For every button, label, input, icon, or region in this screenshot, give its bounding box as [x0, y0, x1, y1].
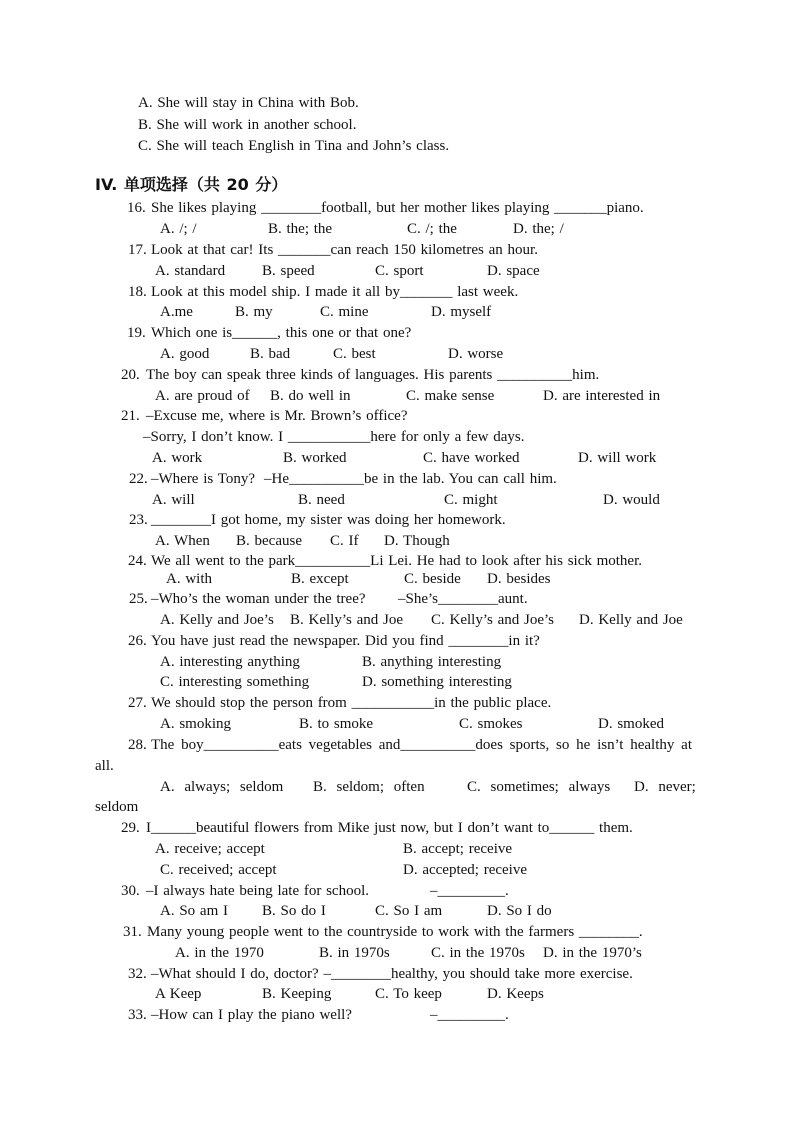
- question-reply: –_________.: [430, 1007, 509, 1023]
- option-b: B. worked: [283, 450, 347, 466]
- option-a: A. always; seldom: [160, 779, 284, 795]
- option-b: B. do well in: [270, 388, 351, 404]
- option-d: D. smoked: [598, 716, 664, 732]
- question-number: 32.: [128, 966, 147, 982]
- option-a: A. will: [152, 492, 195, 508]
- option-d: D. So I do: [487, 903, 552, 919]
- option-b: B. speed: [262, 263, 315, 279]
- question-stem: The boy can speak three kinds of languages. His parents __________him.: [146, 367, 600, 383]
- question-stem: She likes playing ________football, but her mother likes playing _______piano.: [151, 200, 644, 216]
- option-b: B. Keeping: [262, 986, 332, 1002]
- option-b: B. bad: [250, 346, 291, 362]
- option-c: C. beside: [404, 571, 461, 587]
- option-c: C. have worked: [423, 450, 520, 466]
- option-b: B. She will work in another school.: [138, 117, 357, 133]
- option-b: B. seldom; often: [313, 779, 425, 795]
- option-c: C. To keep: [375, 986, 442, 1002]
- question-number: 20.: [121, 367, 140, 383]
- question-number: 28.: [128, 737, 147, 753]
- option-a: A. in the 1970: [175, 945, 264, 961]
- question-number: 21.: [121, 408, 140, 424]
- question-stem: Look at that car! Its _______can reach 150 kilometres an hour.: [151, 242, 538, 258]
- question-stem: ________I got home, my sister was doing her homework.: [151, 512, 506, 528]
- option-b: B. Kelly’s and Joe: [290, 612, 403, 628]
- question-number: 27.: [128, 695, 147, 711]
- question-number: 25.: [129, 591, 148, 607]
- option-b: B. accept; receive: [403, 841, 513, 857]
- option-a: A.me: [160, 304, 193, 320]
- option-d: D. worse: [448, 346, 504, 362]
- option-d: D. something interesting: [362, 674, 512, 690]
- option-a: A. Kelly and Joe’s: [160, 612, 274, 628]
- option-d-continuation: seldom: [95, 799, 139, 815]
- option-a: A. work: [152, 450, 203, 466]
- question-stem: –I always hate being late for school.: [146, 883, 370, 899]
- option-c: C. If: [330, 533, 359, 549]
- option-a: A. smoking: [160, 716, 232, 732]
- option-a: A. are proud of: [155, 388, 250, 404]
- option-d: D. in the 1970’s: [543, 945, 642, 961]
- option-b: B. except: [291, 571, 349, 587]
- option-d: D. Kelly and Joe: [579, 612, 683, 628]
- question-number: 22.: [129, 471, 148, 487]
- option-c: C. mine: [320, 304, 369, 320]
- option-d: D. the; /: [513, 221, 564, 237]
- question-stem: I______beautiful flowers from Mike just now, but I don’t want to______ them.: [146, 820, 633, 836]
- question-reply: –_________.: [430, 883, 509, 899]
- question-number: 31.: [123, 924, 142, 940]
- question-stem: –Where is Tony?: [151, 471, 255, 487]
- option-c: C. She will teach English in Tina and John’s class.: [138, 138, 450, 154]
- option-b: B. need: [298, 492, 345, 508]
- question-number: 26.: [128, 633, 147, 649]
- option-c: C. might: [444, 492, 498, 508]
- option-c: C. received; accept: [160, 862, 277, 878]
- option-d: D. myself: [431, 304, 492, 320]
- option-b: B. my: [235, 304, 273, 320]
- question-reply: –He__________be in the lab. You can call him.: [264, 471, 557, 487]
- option-a: A. When: [155, 533, 210, 549]
- question-stem: The boy__________eats vegetables and__________does sports, so he isn’t healthy at: [151, 737, 692, 753]
- option-b: B. So do I: [262, 903, 326, 919]
- option-c: C. sometimes; always: [467, 779, 611, 795]
- question-stem: You have just read the newspaper. Did you find ________in it?: [151, 633, 540, 649]
- option-a: A. So am I: [160, 903, 228, 919]
- option-d: D. never;: [634, 779, 696, 795]
- question-stem: Many young people went to the countryside to work with the farmers ________.: [147, 924, 643, 940]
- option-d: D. are interested in: [543, 388, 661, 404]
- option-d: D. would: [603, 492, 660, 508]
- option-c: C. Kelly’s and Joe’s: [431, 612, 554, 628]
- question-stem-line2: –Sorry, I don’t know. I ___________here for only a few days.: [143, 429, 525, 445]
- option-c: C. in the 1970s: [431, 945, 525, 961]
- option-a: A. /; /: [160, 221, 197, 237]
- question-number: 33.: [128, 1007, 147, 1023]
- question-stem: We all went to the park__________Li Lei. He had to look after his sick mother.: [151, 553, 643, 569]
- question-number: 18.: [128, 284, 147, 300]
- question-reply: –She’s________aunt.: [398, 591, 528, 607]
- option-a: A. interesting anything: [160, 654, 300, 670]
- question-number: 23.: [129, 512, 148, 528]
- question-number: 30.: [121, 883, 140, 899]
- option-c: C. interesting something: [160, 674, 310, 690]
- question-stem: Which one is______, this one or that one?: [151, 325, 412, 341]
- option-a: A. good: [160, 346, 210, 362]
- option-a: A. She will stay in China with Bob.: [138, 95, 359, 111]
- option-c: C. best: [333, 346, 376, 362]
- option-a: A Keep: [155, 986, 202, 1002]
- question-stem: –Excuse me, where is Mr. Brown’s office?: [146, 408, 408, 424]
- option-a: A. receive; accept: [155, 841, 265, 857]
- question-stem: –Who’s the woman under the tree?: [151, 591, 366, 607]
- question-number: 17.: [128, 242, 147, 258]
- question-number: 24.: [128, 553, 147, 569]
- question-stem: Look at this model ship. I made it all by_______ last week.: [151, 284, 519, 300]
- question-stem-continuation: all.: [95, 758, 114, 774]
- option-d: D. besides: [487, 571, 551, 587]
- option-b: B. the; the: [268, 221, 333, 237]
- option-c: C. /; the: [407, 221, 457, 237]
- option-b: B. in 1970s: [319, 945, 390, 961]
- question-stem: –How can I play the piano well?: [151, 1007, 352, 1023]
- option-c: C. make sense: [406, 388, 495, 404]
- question-stem: We should stop the person from ___________in the public place.: [151, 695, 552, 711]
- option-c: C. sport: [375, 263, 424, 279]
- section-title: IV. 单项选择（共 20 分）: [95, 175, 288, 194]
- option-d: D. will work: [578, 450, 657, 466]
- option-a: A. standard: [155, 263, 226, 279]
- option-d: D. space: [487, 263, 540, 279]
- option-b: B. anything interesting: [362, 654, 502, 670]
- option-d: D. Though: [384, 533, 450, 549]
- option-d: D. accepted; receive: [403, 862, 527, 878]
- option-d: D. Keeps: [487, 986, 544, 1002]
- option-b: B. to smoke: [299, 716, 374, 732]
- option-b: B. because: [236, 533, 302, 549]
- question-number: 19.: [127, 325, 146, 341]
- question-stem: –What should I do, doctor? –________healthy, you should take more exercise.: [151, 966, 633, 982]
- option-c: C. So I am: [375, 903, 443, 919]
- option-a: A. with: [166, 571, 212, 587]
- question-number: 16.: [127, 200, 146, 216]
- option-c: C. smokes: [459, 716, 523, 732]
- question-number: 29.: [121, 820, 140, 836]
